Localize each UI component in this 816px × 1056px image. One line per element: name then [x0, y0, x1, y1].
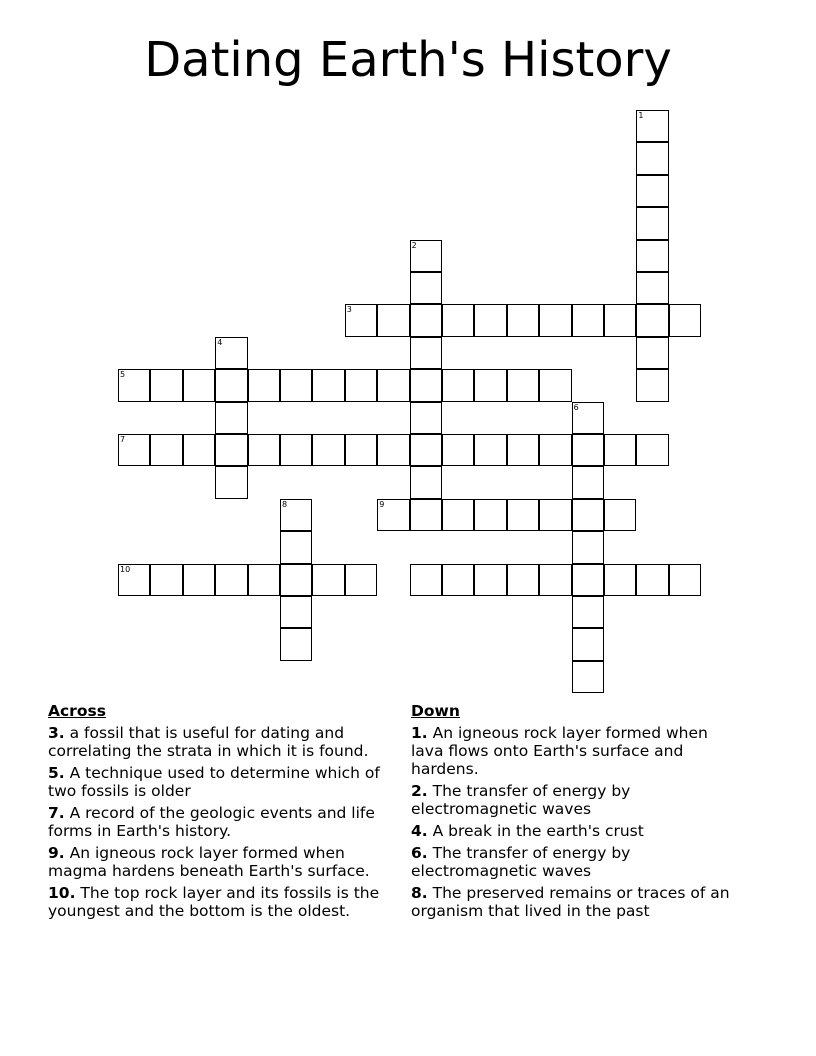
- clue-text: The preserved remains or traces of an organism that lived in the past: [411, 884, 730, 920]
- clue-text: An igneous rock layer formed when magma hardens beneath Earth's surface.: [48, 844, 370, 880]
- clue-number: 5: [120, 370, 126, 380]
- grid-cell[interactable]: [636, 272, 668, 304]
- down-clue: [411, 844, 741, 880]
- grid-cell[interactable]: [636, 369, 668, 401]
- grid-cell[interactable]: [150, 434, 182, 466]
- clue-text: The top rock layer and its fossils is the youngest and the bottom is the oldest.: [48, 884, 380, 920]
- grid-cell[interactable]: [636, 434, 668, 466]
- clue-number: 8.: [411, 884, 428, 902]
- clue-text: An igneous rock layer formed when lava flows onto Earth's surface and hardens.: [411, 724, 708, 778]
- grid-cell[interactable]: [312, 434, 344, 466]
- grid-cell[interactable]: [539, 564, 571, 596]
- grid-cell[interactable]: [507, 499, 539, 531]
- grid-cell[interactable]: [215, 369, 247, 401]
- grid-cell[interactable]: [345, 304, 377, 336]
- grid-cell[interactable]: [377, 304, 409, 336]
- grid-cell[interactable]: [410, 499, 442, 531]
- across-clue: [48, 724, 404, 760]
- clue-number: 1.: [411, 724, 428, 742]
- clue-text: A record of the geologic events and life forms in Earth's history.: [48, 804, 375, 840]
- grid-cell[interactable]: [507, 434, 539, 466]
- grid-cell[interactable]: [669, 564, 701, 596]
- clue-number: 7: [120, 435, 126, 444]
- down-heading: Down: [411, 702, 460, 720]
- grid-cell[interactable]: [636, 240, 668, 272]
- grid-cell[interactable]: [442, 499, 474, 531]
- grid-cell[interactable]: [410, 434, 442, 466]
- grid-cell[interactable]: [442, 369, 474, 401]
- clue-text: A technique used to determine which of two fossils is older: [48, 764, 380, 800]
- grid-cell[interactable]: [280, 499, 312, 531]
- grid-cell[interactable]: [377, 499, 409, 531]
- clue-number: 1: [638, 111, 644, 120]
- grid-cell[interactable]: [604, 564, 636, 596]
- grid-cell[interactable]: [636, 304, 668, 336]
- grid-cell[interactable]: [507, 564, 539, 596]
- grid-cell[interactable]: [539, 369, 571, 401]
- grid-cell[interactable]: [118, 369, 150, 401]
- grid-cell[interactable]: [572, 531, 604, 563]
- grid-cell[interactable]: [248, 369, 280, 401]
- grid-cell[interactable]: [345, 434, 377, 466]
- grid-cell[interactable]: [474, 304, 506, 336]
- grid-cell[interactable]: [183, 564, 215, 596]
- grid-cell[interactable]: [410, 466, 442, 498]
- grid-cell[interactable]: [118, 434, 150, 466]
- grid-cell[interactable]: [636, 175, 668, 207]
- grid-cell[interactable]: [248, 434, 280, 466]
- grid-cell[interactable]: [572, 304, 604, 336]
- grid-cell[interactable]: [636, 207, 668, 239]
- clue-number: 10: [120, 564, 131, 574]
- grid-cell[interactable]: [118, 564, 150, 596]
- clue-number: 2: [411, 240, 417, 250]
- clue-number: 3.: [48, 724, 65, 742]
- grid-cell[interactable]: [442, 304, 474, 336]
- grid-cell[interactable]: [604, 304, 636, 336]
- grid-cell[interactable]: [377, 369, 409, 401]
- grid-cell[interactable]: [572, 661, 604, 693]
- grid-cell[interactable]: [572, 628, 604, 660]
- clue-text: a fossil that is useful for dating and correlating the strata in which it is found.: [48, 724, 369, 760]
- grid-cell[interactable]: [636, 564, 668, 596]
- grid-cell[interactable]: [636, 337, 668, 369]
- grid-cell[interactable]: [410, 337, 442, 369]
- clue-text: A break in the earth's crust: [432, 822, 644, 840]
- down-clues: [411, 702, 741, 924]
- grid-cell[interactable]: [280, 564, 312, 596]
- grid-cell[interactable]: [215, 337, 247, 369]
- grid-cell[interactable]: [474, 499, 506, 531]
- grid-cell[interactable]: [410, 240, 442, 272]
- grid-cell[interactable]: [410, 369, 442, 401]
- clue-number: 6: [573, 402, 579, 412]
- grid-cell[interactable]: [442, 564, 474, 596]
- across-heading: Across: [48, 702, 106, 720]
- across-clue: [48, 844, 404, 880]
- grid-cell[interactable]: [312, 564, 344, 596]
- grid-cell[interactable]: [572, 402, 604, 434]
- grid-cell[interactable]: [539, 499, 571, 531]
- down-clue: [411, 782, 741, 818]
- grid-cell[interactable]: [345, 369, 377, 401]
- grid-cell[interactable]: [636, 142, 668, 174]
- grid-cell[interactable]: [215, 402, 247, 434]
- down-clue: [411, 724, 741, 778]
- grid-cell[interactable]: [312, 369, 344, 401]
- grid-cell[interactable]: [539, 434, 571, 466]
- page-title: Dating Earth's History: [144, 32, 672, 88]
- clue-number: 7.: [48, 804, 65, 822]
- grid-cell[interactable]: [474, 434, 506, 466]
- grid-cell[interactable]: [410, 402, 442, 434]
- grid-cell[interactable]: [215, 434, 247, 466]
- clue-number: 4: [217, 337, 223, 347]
- grid-cell[interactable]: [474, 564, 506, 596]
- grid-cell[interactable]: [604, 499, 636, 531]
- grid-cell[interactable]: [345, 564, 377, 596]
- across-clues: [48, 702, 404, 924]
- grid-cell[interactable]: [572, 466, 604, 498]
- clue-number: 10.: [48, 884, 76, 902]
- grid-cell[interactable]: [572, 596, 604, 628]
- grid-cell[interactable]: [410, 564, 442, 596]
- grid-cell[interactable]: [572, 434, 604, 466]
- grid-cell[interactable]: [280, 369, 312, 401]
- down-clue: [411, 822, 741, 840]
- grid-cell[interactable]: [150, 564, 182, 596]
- grid-cell[interactable]: [572, 499, 604, 531]
- clue-number: 5.: [48, 764, 65, 782]
- grid-cell[interactable]: [410, 272, 442, 304]
- clue-text: The transfer of energy by electromagnetic waves: [411, 844, 631, 880]
- grid-cell[interactable]: [669, 304, 701, 336]
- grid-cell[interactable]: [507, 304, 539, 336]
- across-clue: [48, 764, 404, 800]
- across-clue: [48, 884, 404, 920]
- grid-cell[interactable]: [474, 369, 506, 401]
- grid-cell[interactable]: [507, 369, 539, 401]
- clue-number: 3: [346, 305, 352, 315]
- grid-cell[interactable]: [183, 369, 215, 401]
- clue-text: The transfer of energy by electromagnetic waves: [411, 782, 631, 818]
- grid-cell[interactable]: [410, 304, 442, 336]
- clue-number: 6.: [411, 844, 428, 862]
- grid-cell[interactable]: [377, 434, 409, 466]
- grid-cell[interactable]: [215, 564, 247, 596]
- grid-cell[interactable]: [248, 564, 280, 596]
- grid-cell[interactable]: [280, 596, 312, 628]
- grid-cell[interactable]: [572, 564, 604, 596]
- down-clue: [411, 884, 741, 920]
- clue-number: 2.: [411, 782, 428, 800]
- grid-cell[interactable]: [280, 531, 312, 563]
- grid-cell[interactable]: [280, 628, 312, 660]
- grid-cell[interactable]: [539, 304, 571, 336]
- grid-cell[interactable]: [442, 434, 474, 466]
- grid-cell[interactable]: [150, 369, 182, 401]
- grid-cell[interactable]: [636, 110, 668, 142]
- clue-number: 8: [282, 499, 288, 509]
- grid-cell[interactable]: [215, 466, 247, 498]
- grid-cell[interactable]: [604, 434, 636, 466]
- clue-number: 9.: [48, 844, 65, 862]
- grid-cell[interactable]: [280, 434, 312, 466]
- grid-cell[interactable]: [183, 434, 215, 466]
- clue-number: 9: [379, 499, 385, 509]
- clue-number: 4.: [411, 822, 428, 840]
- across-clue: [48, 804, 404, 840]
